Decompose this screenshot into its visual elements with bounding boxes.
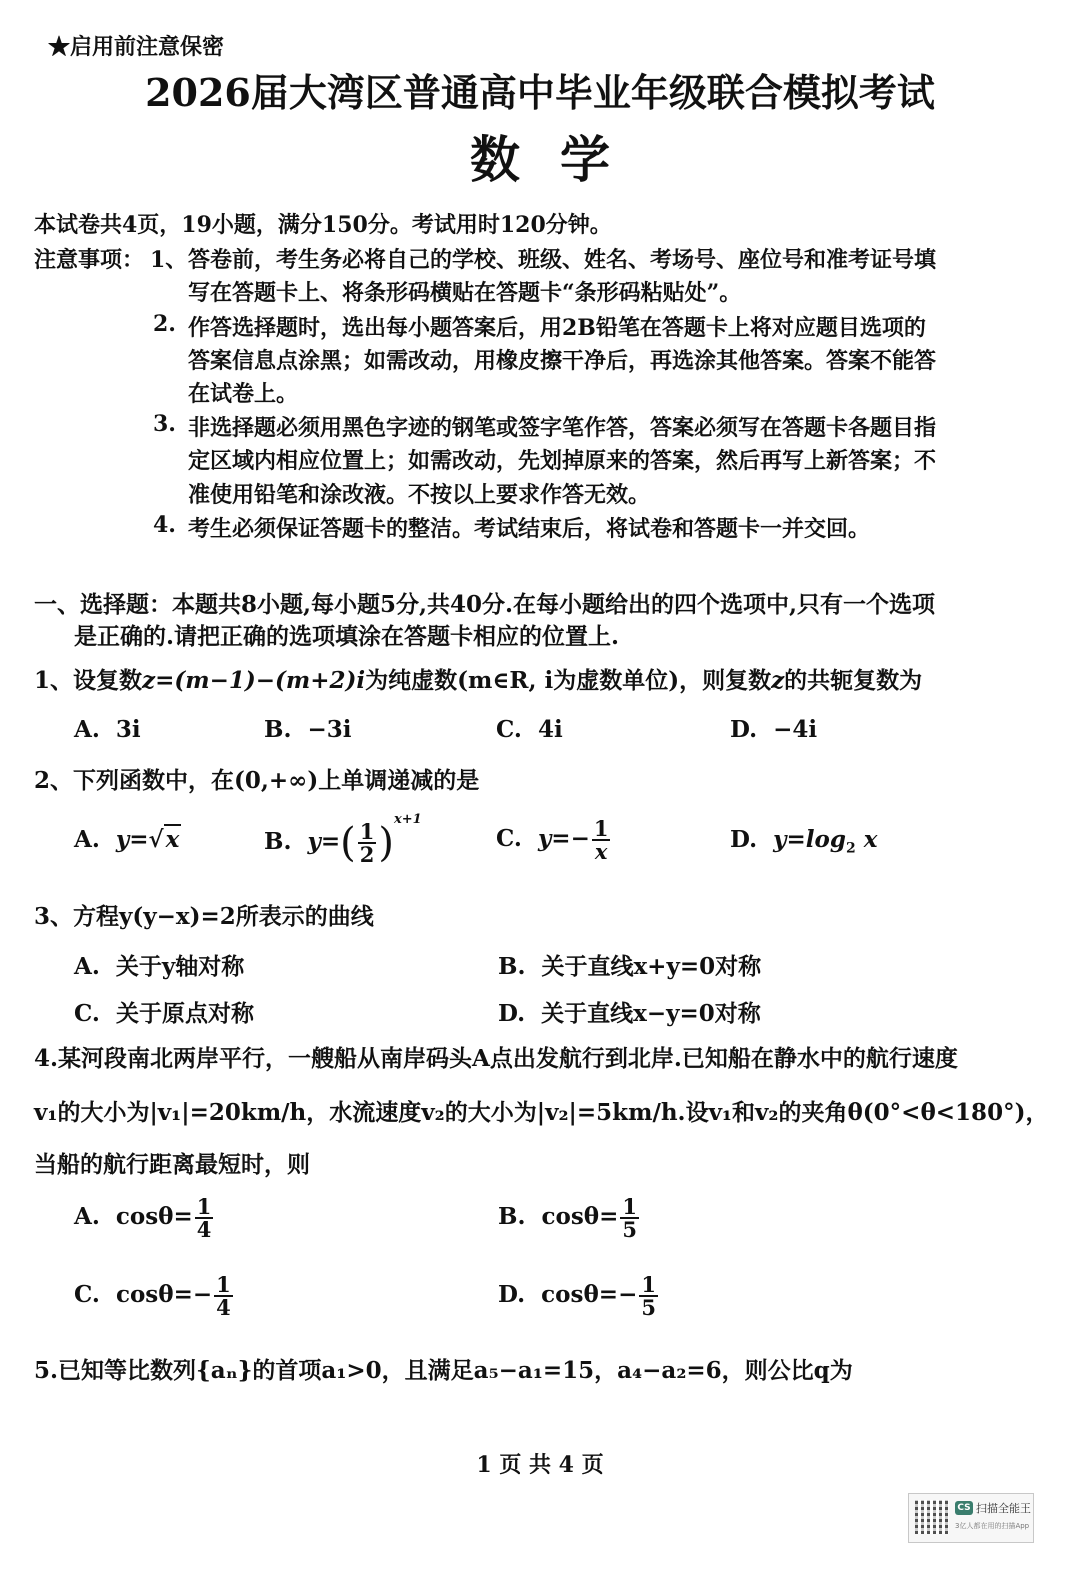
question-4-stem: 4.某河段南北两岸平行，一艘船从南岸码头A点出发航行到北岸.已知船在静水中的航行速度 [34, 1045, 958, 1072]
subject-title: 数学 [470, 130, 650, 189]
question-1-option-a: A. 3i [74, 716, 141, 743]
notice-1-line: 写在答题卡上、将条形码横贴在答题卡“条形码粘贴处”。 [188, 280, 742, 306]
confidential-note: ★启用前注意保密 [48, 34, 225, 60]
question-4-option-d: D. cosθ=− $\frac{1}{5}$ [498, 1272, 656, 1320]
question-4-option-b: B. cosθ= $\frac{1}{5}$ [498, 1194, 637, 1242]
question-2-option-b: B. y=( $\frac{1}{2}$ )$^{x+1}$ [264, 812, 422, 867]
question-2-option-d: D. $y=\log_2$ x [730, 826, 878, 857]
question-3-option-c: C. 关于原点对称 [74, 1000, 254, 1027]
question-2-option-a: A. y=√x [74, 826, 180, 853]
notice-1-num: 1、 [150, 247, 188, 273]
notice-label: 注意事项： [34, 247, 145, 273]
question-3-option-d: D. 关于直线x−y=0对称 [498, 1000, 761, 1027]
watermark-tagline: 3亿人都在用的扫描App [955, 1522, 1030, 1530]
notice-3-line: 非选择题必须用黑色字迹的钢笔或签字笔作答，答案必须写在答题卡各题目指 [188, 415, 937, 441]
notice-4-num: 4. [153, 512, 176, 538]
question-1-option-c: C. 4i [496, 716, 563, 743]
question-3-option-a: A. 关于y轴对称 [74, 953, 245, 980]
question-1-option-b: B. −3i [264, 716, 352, 743]
question-1-option-d: D. −4i [730, 716, 818, 743]
section-heading-cont: 是正确的.请把正确的选项填涂在答题卡相应的位置上. [74, 623, 620, 650]
question-2-option-c: C. y=− $\frac{1}{x}$ [496, 816, 609, 864]
notice-2-line: 答案信息点涂黑；如需改动，用橡皮擦干净后，再选涂其他答案。答案不能答 [188, 348, 937, 374]
notice-2-num: 2. [153, 311, 176, 337]
question-4-stem-cont: v₁的大小为|v₁|=20km/h，水流速度v₂的大小为|v₂|=5km/h.设v₁和v₂的夹角θ(0°<θ<180°)， [34, 1099, 1049, 1126]
question-2-stem: 2、下列函数中，在(0,+∞)上单调递减的是 [34, 767, 480, 794]
scanner-watermark [908, 1493, 1034, 1543]
question-3-stem: 3、方程y(y−x)=2所表示的曲线 [34, 903, 374, 930]
intro-text: 本试卷共4页，19小题，满分150分。考试用时120分钟。 [34, 212, 612, 238]
section-heading: 一、选择题：本题共8小题,每小题5分,共40分.在每小题给出的四个选项中,只有一个选项 [34, 591, 936, 618]
notice-2-line: 作答选择题时，选出每小题答案后，用2B铅笔在答题卡上将对应题目选项的 [188, 315, 926, 341]
notice-3-num: 3. [153, 411, 176, 437]
question-4-option-c: C. cosθ=− $\frac{1}{4}$ [74, 1272, 231, 1320]
question-5-stem: 5.已知等比数列{aₙ}的首项a₁>0，且满足a₅−a₁=15，a₄−a₂=6，则公比q为 [34, 1357, 853, 1384]
notice-3-line: 定区域内相应位置上；如需改动，先划掉原来的答案，然后再写上新答案；不 [188, 448, 937, 474]
question-3-option-b: B. 关于直线x+y=0对称 [498, 953, 762, 980]
page-footer: 1 页 共 4 页 [476, 1452, 604, 1478]
exam-title: 2026届大湾区普通高中毕业年级联合模拟考试 [145, 70, 935, 115]
notice-3-line: 准使用铅笔和涂改液。不按以上要求作答无效。 [188, 482, 651, 508]
question-1-stem: 1、设复数z=(m−1)−(m+2)i为纯虚数(m∈R, i为虚数单位)，则复数z的共轭复数为 [34, 667, 923, 694]
watermark-app-name: 扫描全能王 [976, 1502, 1031, 1515]
question-4-stem-cont: 当船的航行距离最短时，则 [34, 1151, 310, 1178]
question-4-option-a: A. cosθ= $\frac{1}{4}$ [74, 1194, 212, 1242]
notice-4-line: 考生必须保证答题卡的整洁。考试结束后，将试卷和答题卡一并交回。 [188, 516, 871, 542]
notice-2-line: 在试卷上。 [188, 381, 299, 407]
camscanner-logo-icon: CS [955, 1501, 973, 1515]
notice-1-line: 答卷前，考生务必将自己的学校、班级、姓名、考场号、座位号和准考证号填 [188, 247, 937, 273]
